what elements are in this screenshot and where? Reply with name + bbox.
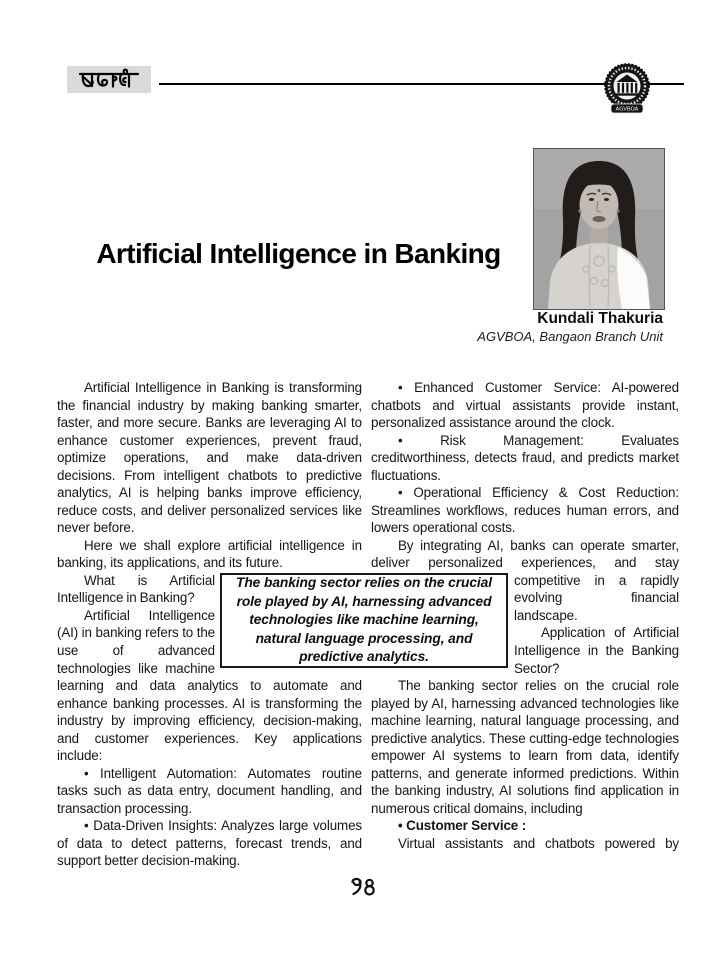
author-credit [363, 310, 663, 345]
heading-application-of-ai: Application of Artificial Intelligence in the Banking Sector? [514, 625, 679, 676]
paragraph-virtual-assistants: Virtual assistants and chatbots powered by [398, 835, 679, 851]
author-name: Kundali Thakuria [537, 310, 663, 327]
bullet-customer-service-heading: • Customer Service : [398, 818, 527, 834]
paragraph-ai-definition-continued: learning and data analytics to automate and enhance banking processes. AI is transforming the industry by improving efficiency, decision-making, and customer experiences. Key applications include: [57, 678, 362, 764]
paragraph-ai-definition-narrow: Artificial Intelligence (AI) in banking refers to the use of advanced technologies like machine [57, 607, 215, 676]
paragraph-banking-sector: The banking sector relies on the crucial role played by AI, harnessing advanced technologies like machine learning, natural language processing, and predictive analytics. These cutting-edge technologies empower AI systems to learn from data, identify patterns, and generate informed predictions. Within the banking industry, AI solutions find application in numerous critical domains, including [371, 678, 679, 816]
masthead-bengali-text [77, 68, 141, 92]
logo-banner-text: AGVBOA [615, 106, 639, 113]
pull-quote-box [220, 573, 508, 668]
bullet-intelligent-automation: • Intelligent Automation: Automates routine tasks such as data entry, document handling, and transaction processing. [57, 765, 362, 816]
author-portrait-image [534, 149, 664, 309]
bullet-enhanced-customer-service: • Enhanced Customer Service: AI-powered chatbots and virtual assistants provide instant, personalized assistance around the clock. [371, 380, 679, 431]
paragraph-explore: Here we shall explore artificial intelligence in banking, its applications, and its future. [57, 537, 362, 571]
paragraph-integrating-ai: By integrating AI, banks can operate smarter, deliver personalized experiences, and stay [371, 537, 679, 571]
association-logo [604, 62, 650, 115]
pull-quote-text: The banking sector relies on the crucial role played by AI, harnessing advanced technologies like machine learning, natural language processing, and predictive analytics. [236, 575, 492, 665]
bullet-risk-management: • Risk Management: Evaluates creditworthiness, detects fraud, and predicts market fluctuations. [371, 432, 679, 483]
article-title: Artificial Intelligence in Banking [96, 238, 501, 269]
bullet-operational-efficiency: • Operational Efficiency & Cost Reduction: Streamlines workflows, reduces human errors, and lowers operational costs. [371, 485, 679, 536]
masthead-box [67, 66, 151, 93]
author-photo [533, 148, 665, 310]
author-affiliation: AGVBOA, Bangaon Branch Unit [477, 329, 663, 344]
heading-what-is-ai: What is Artificial Intelligence in Banking? [57, 572, 215, 606]
page-number [348, 877, 378, 897]
bullet-data-driven-insights: • Data-Driven Insights: Analyzes large volumes of data to detect patterns, forecast trends, and support better decision-making. [57, 818, 362, 869]
paragraph-intro: Artificial Intelligence in Banking is transforming the financial industry by making banking smarter, faster, and more secure. Banks are leveraging AI to enhance customer experiences, prevent fraud, optimize operations, and make data-driven decisions. From intelligent chatbots to predictive analytics, AI is helping banks improve efficiency, reduce costs, and deliver personalized services like never before. [57, 380, 362, 536]
paragraph-competitive-narrow: competitive in a rapidly evolving financial landscape. [514, 572, 679, 623]
